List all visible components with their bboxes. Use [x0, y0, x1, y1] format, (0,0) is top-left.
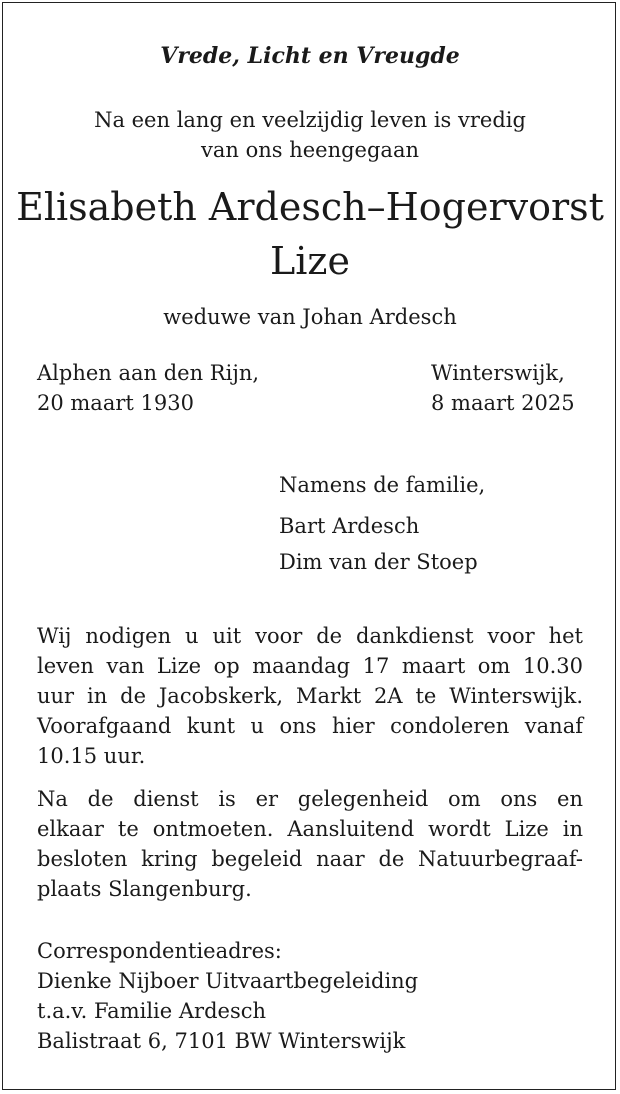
invitation-line: uur in de Jacobskerk, Markt 2A te Winterswijk. — [37, 684, 583, 708]
deceased-nickname: Lize — [270, 239, 350, 283]
invitation-line: Wij nodigen u uit voor de dankdienst voor het — [37, 624, 583, 648]
invitation-paragraph — [37, 621, 583, 771]
intro-text — [3, 105, 617, 165]
birth-date: 20 maart 1930 — [37, 391, 194, 415]
correspondence-name: Dienke Nijboer Uitvaartbegeleiding — [37, 969, 419, 993]
correspondence-attn: t.a.v. Familie Ardesch — [37, 999, 267, 1023]
correspondence-label: Correspondentieadres: — [37, 939, 282, 963]
invitation-line: 10.15 uur. — [37, 744, 146, 768]
family-member: Dim van der Stoep — [279, 550, 478, 574]
correspondence-address — [37, 936, 418, 1056]
death-info — [431, 358, 575, 418]
invitation-line: Voorafgaand kunt u ons hier condoleren vanaf — [37, 714, 583, 738]
after-service-line: elkaar te ontmoeten. Aansluitend wordt Lize in — [37, 817, 583, 841]
motto: Vrede, Licht en Vreugde — [160, 43, 460, 69]
birth-info — [37, 358, 259, 418]
correspondence-street: Balistraat 6, 7101 BW Winterswijk — [37, 1029, 406, 1053]
intro-line-1: Na een lang en veelzijdig leven is vredig — [94, 108, 526, 132]
invitation-line: leven van Lize op maandag 17 maart om 10.30 — [37, 654, 583, 678]
widow-of: weduwe van Johan Ardesch — [163, 305, 457, 329]
death-date: 8 maart 2025 — [431, 391, 575, 415]
after-service-line: besloten kring begeleid naar de Natuurbegraaf- — [37, 847, 583, 871]
birth-place: Alphen aan den Rijn, — [37, 361, 260, 385]
family-member: Bart Ardesch — [279, 514, 420, 538]
after-service-paragraph — [37, 784, 583, 904]
family-heading: Namens de familie, — [279, 473, 486, 497]
intro-line-2: van ons heengegaan — [201, 138, 419, 162]
death-place: Winterswijk, — [431, 361, 565, 385]
obituary-card — [2, 2, 616, 1090]
after-service-line: plaats Slangenburg. — [37, 877, 252, 901]
deceased-full-name: Elisabeth Ardesch–Hogervorst — [16, 185, 604, 229]
after-service-line: Na de dienst is er gelegenheid om ons en — [37, 787, 583, 811]
